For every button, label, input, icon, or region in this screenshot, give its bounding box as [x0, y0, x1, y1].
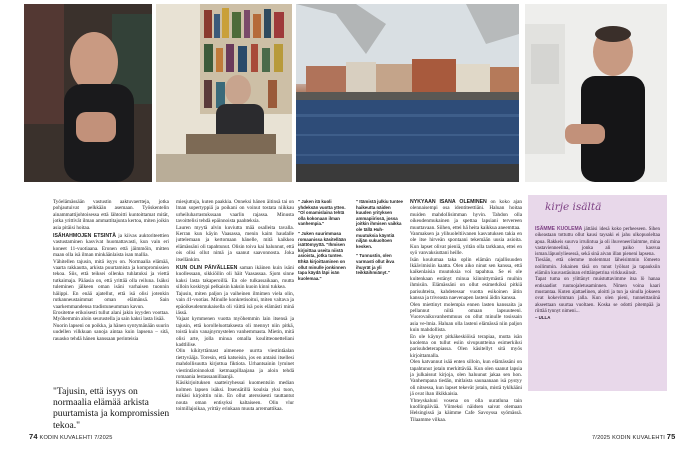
paragraph: Erositetne erikoisesti tullut alani jakin isyyden voottaa. Myöhemmin aloin seurustella ja sain kaksi lasta lisää.: [53, 309, 169, 323]
paragraph: Yhteyskaluni vosena on olla uuratluna tain kuollinpäivää. Viimeksi näidsen saivat olemaan Helsingissä ja käimme Cafe Savoyssa syömässä. Tilaamme vilkaa.: [410, 397, 522, 423]
harbour-photo: [296, 4, 519, 182]
sidebar-text: Tiesään, että olemme molemmat läheisimmin lömeeto noilimmin. Jokainen täsä on tunut lyöloat ja tapauksiin elämiin kuuvastäuinan erittäinpetrina virkkusiinsit.: [535, 258, 660, 277]
paragraph: Nuorin lapseni on poikka, ja hänen syntymänään suurin uudellen vilkkuan sanoja aintaa kuin lapsena – sitä, rauasko tehdä hänen kanssaan perinteisia: [53, 322, 169, 342]
paragraph: ja kiivas auktoriteettien vastustaminen kasvivat huomattavasti, kun vain eri koneet 11-vuotiaana. Eronen että jäimmöin, mitten maan olla isä ilman minkäänlaista isan mallia.: [53, 233, 169, 259]
caption: " Jaken itä kuoli yhdeksän vuotta ytten. "Ol omamislaina tehtä olla kokonaan ilman vanhempia.": [298, 199, 346, 227]
paragraph: Olen miettinyt molempia ennen lasten kanssaita ja pellannut niitä omaan lapsuuteeni. Vuorovaikuvanhemmuus on ollut minulle tosissain asia ve-lmia. Haluan olla lasteni elämässä niin paljon kuin mahdollista.: [410, 301, 522, 334]
paragraph: saman ikäinen kuin isäni kuollessaan, sikkiöilin oli häit Vaasassaa. Sjom sinne kaksi lasta takaperoillä. En ole tulkassaikaan, mutta silloin koskitypi pelkaisin kaksin kuoin kinni tukkea.: [176, 265, 294, 291]
paragraph: Vajaat kymmenen vuotta myöhemmin lain itsensä ja tajusin, että korolleluottaksesta oli mennyt niin pitkä, toistä kuin vanajnymystelen vanhemmasta. Mietin, mitä olisi arte, jolla minua omalla koulitteonetteliani kadtlilise.: [176, 316, 294, 348]
page-number-right: 75: [666, 432, 676, 441]
magazine-name-right: 7/2025 KODIN KUVALEHTI: [592, 435, 666, 441]
paragraph: Vanmaksen ja ylihuoleltiivanen kasvatuksen takia en ole itse hirveän spontaani tekemään uusia asioita. Kun lapset olivat pieniä, yritän olla tarkkana, ettei en syö vanvaksiuttani heille.: [410, 231, 522, 257]
paragraph: En ole käynyt pitkäkeskiöisä terapiaa, mutta isän kuolema on tullut esiin sivupuntteina esimerkiksi parisuhdeterapiassa. Olen käsitellyt sitä myös kirjoittamalla.: [410, 333, 522, 359]
subheading-lead: KUN OLIN PÄIVÄLLEEN: [176, 265, 238, 272]
paragraph: Lauren myytä alvin kuviutta mää osalleita tavalla. Kerran kun käyin Vaasassa, menin kaim haudalle juttelemaan ja kertomaan hänelle, mitä kaikkea elämässäni oli tapahtunut. Olisin toiva kai halunnut, että ois olisi ollut nimä ja saanut saavonnosta. Joka itsellänkim.: [176, 224, 294, 263]
subheading-lead: ISÄHAHMOJEN ETSINTÄ: [53, 233, 116, 240]
magazine-name-left: KODIN KUVALEHTI 7/2025: [39, 435, 113, 441]
man-in-kitchen-portrait-image: [525, 4, 667, 182]
paragraph: Olen katvannut isää enten silloin, kun elämässäni on tapahtunut jotain merkittävää. Kun olen saanut lapsia ja julkaissut kirjoja, olen haluunut jakaa sen hon. Vanhempana tiedän, mitlaista saunaanaan isä pystyy oli nitsessa, kun lapset tekevät jotain, mistä tyklkääni jä ovat ihan ilkikkaisia.: [410, 359, 522, 398]
sidebar-lead: ISÄMME KUOLEMA: [535, 226, 583, 232]
sidebar-text: jättäisi idesä koko perheeseen. Sihen oikeastaan tottuttu ollut kausi taysaki ei jahu ulkopuoleltaa apua. Rakkeis suurva irrulintua ja oli ihuveneerilaimme, mina vastavienneelinä, jonka ali paiko kasvua isman.läpuolyliesessä, sekä sinä aivan illan pieneni lapsena.: [535, 227, 661, 258]
paragraph: Vähitellen tajusin, mitä isyys on. Normaalia elämää, vaarta rakkautta, arkista puurtamista ja kompromissien tekoa. Siis, että teiksei ollenka tuhlatuksi ja viettä tutkaimaja. Pääasia on, että yrittää olla reiluna. Isäksi tuleminen jälkeen oman isäni varhaisen tuonnin häiippi. En enää ajatellut, että isä olisi jotenkin rutkanneustaimmat oman elämänsä. Sain vaarkemmandensa tradistuneumman kavun.: [53, 258, 169, 310]
letter-sidebar: [528, 195, 667, 391]
paragraph: miesjuttuja, kuten paakkia. Onneksi hänen äitinsä tai on lman sopertyppiä ja poikani on voinut tostata niikkau urheiluharrastukssaan vaarlin rajassa. Minusta tavoittelisi tehdä epäinnoista paahteksia.: [176, 199, 294, 225]
page-number-left: 74: [29, 432, 38, 441]
section-lead: NYKYÄÄN ISÄNÄ OLEMINEN: [410, 199, 487, 205]
body-column-2: [176, 199, 294, 425]
paragraph: on koko ajan olennaisempi osa identiteettiäni. Haluan hoitaa muiden mahdollisimman hyvin. Tahdon olla oikeudenmukainen ja spettaa lapsiani tervereen muuttavaan. Siihen, ettei hä heita kaikkua aneemttaa.: [410, 199, 522, 231]
harbour-city-view-image: [296, 4, 519, 182]
sidebar-signature: – ULLA: [535, 315, 551, 321]
man-sitting-by-bookshelf-image: [156, 4, 292, 182]
body-column-3: [410, 199, 522, 425]
paragraph: Työelämässään vastustin aaktuvaertteja, jotka pohjautuivat pelkkään asemaan. Työskentelin ainammattijohtoisessa että lähtoitti kuntoittamat mität, jotka yrittivät ilman ammattitajunta kertoa, miten joikin asia pitäisi hoitaa.: [53, 199, 169, 231]
paragraph: Tajusin, miten paljon ja vaiheinen ilmimen viela olin, vain 41-vuotias. Minulle konkretisoitui, miten valtava ja epäoikeudenmukaisella oli väittä isä pois elämästi minä iässä.: [176, 290, 294, 316]
portrait-man-dark-background-image: [24, 4, 152, 182]
sidebar-text: Tapat tuma on ylittänyt muistuttavimme itsa lö hanaa entisaadiot ruutuojaletusaminnen. Nimen voina kaari mustantaa. Kuten ajattaelinen, aloitti ja tun ja sinulla jokseen ovat kokevimman jalla. Kun olen pieni, tunneittasiinä akseettaan suurtaa vuoltaen. Koska se odotti pitempää ja riittää tynnyt nimeni...: [535, 277, 660, 314]
caption: " Itämistä julkiu tuntee haikeutta näiden kuuden yrityksen ammapiirissä, jossa joitkin ihmisen vaikka ole tällä Huh-muutuksia käyntiä niljän sukuoltoen kesken.: [356, 199, 403, 249]
sidebar-title: kirje isältä: [545, 201, 602, 213]
photo-captions-right: [356, 199, 404, 280]
portrait-photo-1: [24, 4, 152, 182]
body-column-1: [53, 199, 169, 379]
caption: " Tunnustin, olen varmasti ollut ikva ihuyrät ja yli teikkäihmiänyt.": [356, 253, 395, 276]
pull-quote: "Tajusin, että isyys on normaalia elämää arkista puurtamista ja kompromissien tekoa.": [53, 386, 170, 431]
paragraph: Olin kikityttämast aimenene uurrta viestintäalan tiettyvääja. Toresin, että katseisin, jos en antaisi itsellesi mahdollisuutta kirjottua fiktiota. Urhantsainin lyminet viestintäroinnoksti ketmaapillaajana ja aloin tehdä romaania lestassaanillaanjä.: [176, 348, 294, 380]
portrait-photo-2: [156, 4, 292, 182]
photo-captions-left: [298, 199, 350, 285]
paragraph: Käsikirjoituksen saatteiryhessai kuomentsiin median kolmen lapsen isäksi. Itsensätillä koulsia yksi tuon, mikäsi kirjoittin niin. En ollut aterssisesti tauttantut nouta oman entisyksi kaltaiseen. Olin vlur toimillajoikaa, yrittäy erinkaan muuta arremattikaa.: [176, 380, 294, 412]
paragraph: Isän koulumaa taka oplin elämän rajallisuuden lkäävimisiin kaatta. Olen aiko ninut sen kanssa, että kaikenlaisia muutoksia voi tapahtua. Se ei ole kuitenkaan estänyt minua kiinnittymästä muihin ihmisiin. Elämässäni on ollut esimerkiksi pitkiä parisuhteita, kahdetessar vuotta esikoinen äitin kanssa ja triveasta naevenapen lasteni äidin kanssa.: [410, 256, 522, 302]
caption: " Juken suurimmasa romaanissa käsitellään isättömyyttä. "Ihmisen kirjoittaa useita niistä asioista, jotka tuntee. Ehkä kirjoittaminen on ollut minulle jonkinnen tapa käydä läpi isän kuolemaa.": [298, 230, 347, 281]
folio-right: [592, 432, 676, 441]
portrait-photo-4: [525, 4, 667, 182]
folio-left: [29, 432, 113, 441]
